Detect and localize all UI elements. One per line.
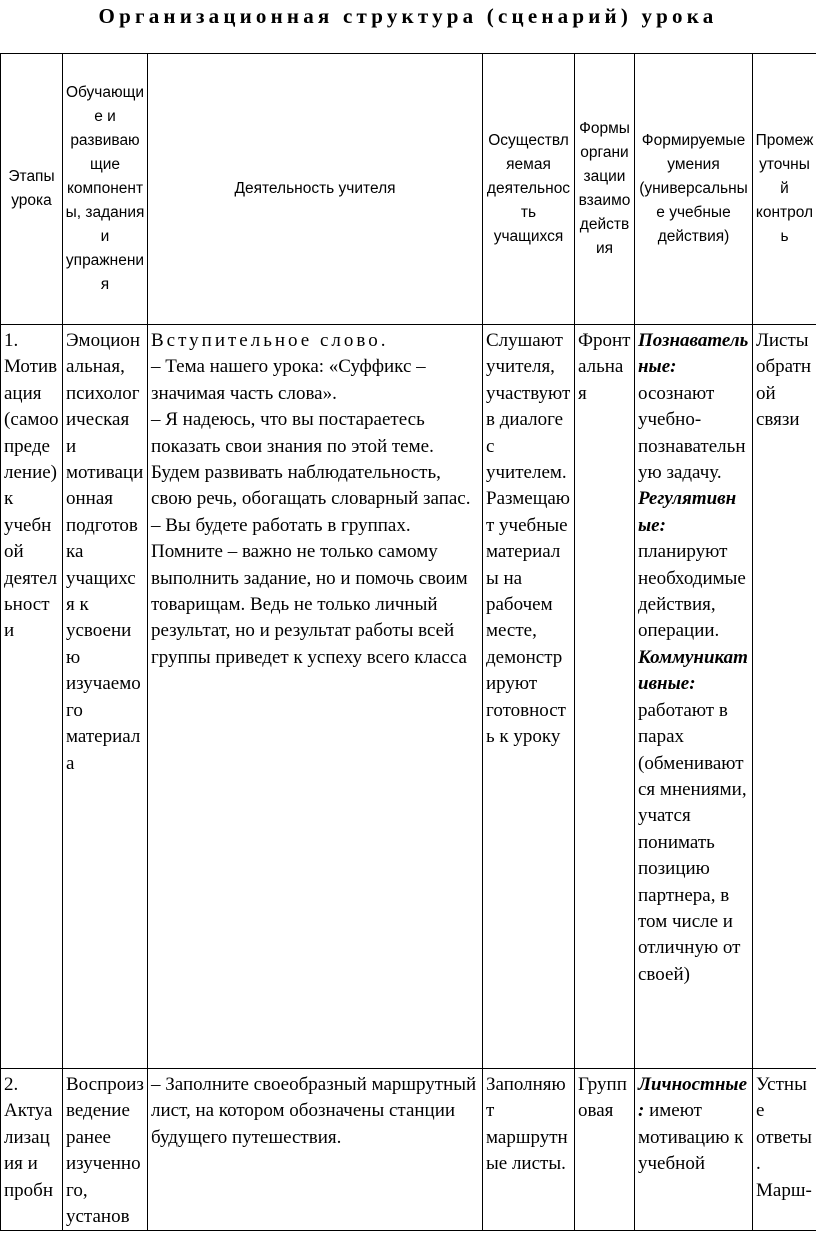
skills-text: планируют необходимые действия, операции. — [638, 541, 746, 642]
teacher-paragraph: – Тема нашего урока: «Суффикс – значимая часть слова». — [151, 356, 426, 404]
skills-category: Коммуникативные: — [638, 646, 748, 695]
lesson-structure-table — [0, 53, 816, 1231]
stage-cell: 2. Актуализация и пробн — [1, 1069, 63, 1231]
skills-text: работают в парах (обмениваются мнениями, учатся понимать позицию партнера, в том числе и отличную от своей) — [638, 699, 747, 985]
skills-text: имеют мотивацию к учебной — [638, 1100, 744, 1175]
skills-category: Регулятивные: — [638, 488, 737, 536]
teacher-cell — [148, 1069, 483, 1231]
teacher-cell — [148, 325, 483, 1069]
header-teacher: Деятельность учителя — [148, 54, 483, 325]
header-students: Осуществляемая деятельность учащихся — [483, 54, 575, 325]
header-forms: Формы организации взаимодействия — [575, 54, 635, 325]
skills-cell — [635, 1069, 753, 1231]
component-cell: Воспроизведение ранее изученного, установ — [63, 1069, 148, 1231]
table-header-row — [1, 54, 816, 325]
form-cell: Групповая — [575, 1069, 635, 1231]
skills-text: осознают учебно-познавательную задачу. — [638, 382, 746, 484]
skills-category: Личностные: — [638, 1074, 747, 1122]
header-stages: Этапы урока — [1, 54, 63, 325]
teacher-lead: Вступительное слово. — [151, 330, 389, 351]
header-control: Промежуточный контроль — [753, 54, 816, 325]
table-row — [1, 1069, 816, 1231]
header-components: Обучающие и развивающие компоненты, задания и упражнения — [63, 54, 148, 325]
stage-cell: 1. Мотивация (самоопределение) к учебной деятельности — [1, 325, 63, 1069]
teacher-paragraph: – Я надеюсь, что вы постараетесь показать свои знания по этой теме. Будем развивать наблюдательность, свою речь, обогащать словарный запас. — [151, 409, 471, 510]
skills-cell — [635, 325, 753, 1069]
skills-category: Познавательные: — [638, 330, 749, 378]
students-cell: Слушают учителя, участвуют в диалоге с учителем. Размещают учебные материалы на рабочем месте, демонстрируют готовность к уроку — [483, 325, 575, 1069]
header-skills: Формируемые умения (универсальные учебные действия) — [635, 54, 753, 325]
form-cell: Фронтальная — [575, 325, 635, 1069]
teacher-paragraph: – Заполните своеобразный маршрутный лист, на котором обозначены станции будущего путешествия. — [151, 1074, 477, 1148]
control-cell: Листы обратной связи — [753, 325, 816, 1069]
table-row — [1, 325, 816, 1069]
teacher-paragraph: – Вы будете работать в группах. Помните – важно не только самому выполнить задание, но и помочь своим товарищам. Ведь не только личный результат, но и результат работы всей группы приведет к успеху всего класса — [151, 514, 468, 668]
control-cell: Устные ответы. Марш- — [753, 1069, 816, 1231]
document-title: Организационная структура (сценарий) урока — [98, 4, 718, 28]
students-cell: Заполняют маршрутные листы. — [483, 1069, 575, 1231]
component-cell: Эмоциональная, психологическая и мотивационная подготовка учащихся к усвоению изучаемого материала — [63, 325, 148, 1069]
